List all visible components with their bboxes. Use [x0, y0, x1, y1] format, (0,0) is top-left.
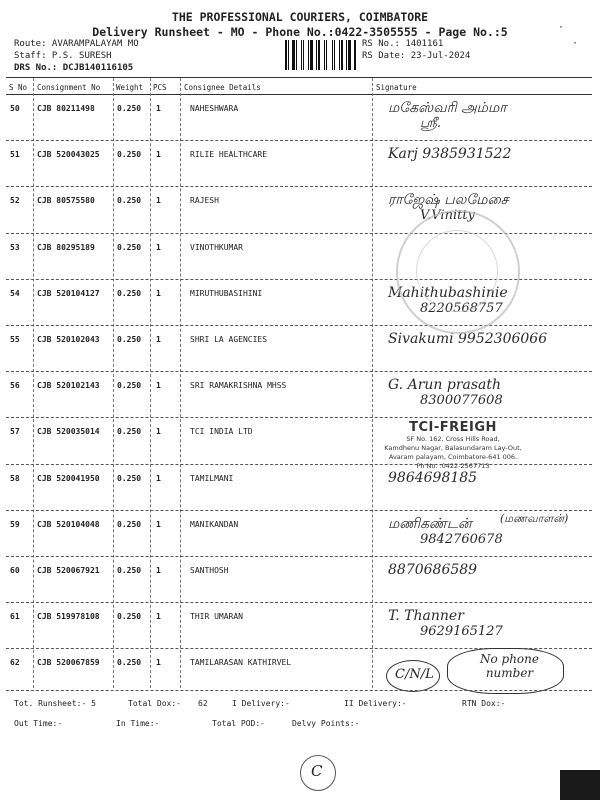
- row-consignment-no: CJB 520102143: [37, 381, 100, 391]
- tot-runsheet: Tot. Runsheet:- 5: [14, 699, 96, 708]
- barcode-bar: [296, 40, 297, 70]
- col-header-weight: Weight: [116, 83, 144, 92]
- row-consignment-no: CJB 520035014: [37, 427, 100, 437]
- row-signature-extra: 8300077608: [420, 393, 503, 409]
- row-sno: 58: [10, 473, 20, 483]
- rs-number: RS No.: 1401161: [362, 39, 444, 49]
- barcode-bar: [334, 40, 335, 70]
- row-consignee: RILIE HEALTHCARE: [190, 150, 268, 160]
- barcode-bar: [344, 40, 345, 70]
- barcode-bar: [321, 40, 323, 70]
- scan-shadow-corner: [560, 770, 600, 800]
- row-weight: 0.250: [117, 288, 142, 298]
- row-consignment-no: CJB 520104048: [37, 519, 100, 529]
- row-pcs: 1: [156, 473, 161, 483]
- row-separator: [6, 510, 592, 511]
- row-sno: 55: [10, 335, 20, 344]
- col-separator: [372, 78, 373, 688]
- cnl-text: C/N/L: [395, 667, 434, 682]
- row-separator: [6, 186, 592, 187]
- row-pcs: 1: [156, 381, 161, 391]
- row-consignment-no: CJB 520043025: [37, 150, 100, 160]
- barcode-bar: [292, 40, 295, 70]
- table-top-rule: [6, 77, 592, 78]
- row-signature: 9864698185: [388, 469, 478, 486]
- staff-label: Staff: P.S. SURESH: [14, 51, 112, 61]
- row-consignee: SRI RAMAKRISHNA MHSS: [190, 381, 287, 391]
- row-weight: 0.250: [117, 335, 142, 344]
- row-signature: Sivakumi 9952306066: [388, 331, 548, 347]
- i-delivery: I Delivery:-: [232, 699, 290, 708]
- barcode-bar: [288, 40, 289, 70]
- barcode-bar: [285, 40, 287, 70]
- total-dox-value: 62: [198, 699, 208, 708]
- row-weight: 0.250: [117, 612, 142, 622]
- row-consignee: THIR UMARAN: [190, 612, 243, 622]
- row-consignee: TAMILARASAN KATHIRVEL: [190, 658, 292, 668]
- row-weight: 0.250: [117, 427, 142, 437]
- row-signature: 8870686589: [388, 562, 478, 578]
- row-consignee: NAHESHWARA: [190, 104, 239, 113]
- row-consignment-no: CJB 520104127: [37, 288, 100, 298]
- row-consignment-no: CJB 519978108: [37, 612, 100, 622]
- col-header-sno: S No: [9, 83, 28, 92]
- row-consignment-no: CJB 80295189: [37, 242, 95, 252]
- row-consignee: VINOTHKUMAR: [190, 242, 243, 252]
- barcode-bar: [348, 40, 351, 70]
- barcode-bar: [314, 40, 315, 70]
- row-sno: 61: [10, 612, 20, 622]
- manikandan-note: (மணவாளன்): [500, 512, 569, 525]
- row-separator: [6, 602, 592, 603]
- row-pcs: 1: [156, 612, 161, 622]
- row-sno: 62: [10, 658, 20, 668]
- barcode-bar: [305, 40, 307, 70]
- row-weight: 0.250: [117, 242, 142, 252]
- row-pcs: 1: [156, 335, 161, 344]
- company-name: THE PROFESSIONAL COURIERS, COIMBATORE: [171, 10, 429, 24]
- row-signature: G. Arun prasath: [388, 377, 502, 394]
- row-sno: 59: [10, 519, 20, 529]
- row-consignee: SHRI LA AGENCIES: [190, 335, 268, 344]
- row-sno: 53: [10, 242, 20, 252]
- table-header-rule: [6, 94, 592, 95]
- row-sno: 52: [10, 196, 20, 206]
- row-consignee: TAMILMANI: [190, 473, 234, 483]
- row-signature: Mahithubashinie: [388, 284, 508, 301]
- rs-date: RS Date: 23-Jul-2024: [362, 51, 471, 61]
- row-separator: [6, 556, 592, 557]
- scan-speck: ·: [558, 22, 565, 33]
- tci-stamp-line: Kamdhenu Nagar, Balasundaram Lay-Out,: [384, 444, 522, 452]
- barcode-bar: [346, 40, 347, 70]
- row-separator: [6, 371, 592, 372]
- rtn-dox: RTN Dox:-: [462, 699, 506, 708]
- row-consignment-no: CJB 80211498: [37, 104, 95, 113]
- col-header-consignment: Consignment No: [37, 83, 101, 92]
- col-separator: [150, 78, 151, 688]
- runsheet-title: Delivery Runsheet - MO - Phone No.:0422-3505555 - Page No.:5: [92, 25, 508, 39]
- no-phone-text: No phone number: [479, 652, 539, 680]
- tci-stamp-line: Avaram palayam, Coimbatore-641 006.: [388, 453, 518, 461]
- row-weight: 0.250: [117, 566, 142, 575]
- row-sno: 56: [10, 381, 20, 391]
- row-signature-extra: 9842760678: [420, 531, 503, 547]
- row-consignment-no: CJB 520041950: [37, 473, 100, 483]
- total-dox-label: Total Dox:-: [128, 699, 181, 708]
- out-time: Out Time:-: [14, 719, 63, 728]
- barcode-bar: [316, 40, 317, 70]
- barcode-bar: [352, 40, 353, 70]
- barcode-bar: [318, 40, 320, 70]
- barcode-bar: [301, 40, 302, 70]
- col-separator: [180, 78, 181, 688]
- tci-stamp-line: Ph No. :0422-2567713: [416, 462, 490, 470]
- drs-number: DRS No.: DCJB140116105: [14, 63, 134, 73]
- row-pcs: 1: [156, 566, 161, 575]
- row-weight: 0.250: [117, 104, 142, 113]
- row-weight: 0.250: [117, 658, 142, 668]
- col-header-pcs: PCS: [153, 83, 167, 92]
- barcode-bar: [324, 40, 325, 70]
- row-weight: 0.250: [117, 196, 142, 206]
- row-consignment-no: CJB 520067921: [37, 566, 100, 575]
- tci-stamp-line: SF No. 162, Cross Hills Road,: [406, 435, 500, 443]
- row-pcs: 1: [156, 150, 161, 160]
- row-weight: 0.250: [117, 519, 142, 529]
- row-weight: 0.250: [117, 150, 142, 160]
- row-consignee: MIRUTHUBASIHINI: [190, 288, 263, 298]
- row-pcs: 1: [156, 196, 161, 206]
- circled-mark: [300, 755, 336, 791]
- barcode-bar: [328, 40, 331, 70]
- delvy-points: Delvy Points:-: [292, 719, 360, 728]
- company-seal: [396, 210, 520, 334]
- ii-delivery: II Delivery:-: [344, 699, 407, 708]
- row-pcs: 1: [156, 104, 161, 113]
- row-pcs: 1: [156, 519, 161, 529]
- seal-inner-ring: [416, 230, 498, 312]
- cnl-annotation: [386, 660, 440, 692]
- tci-freight-stamp: [378, 420, 528, 471]
- row-consignment-no: CJB 520102043: [37, 335, 100, 344]
- barcode: [285, 40, 357, 70]
- row-pcs: 1: [156, 658, 161, 668]
- col-header-signature: Signature: [376, 83, 417, 92]
- route-label: Route: AVARAMPALAYAM MO: [14, 39, 139, 49]
- barcode-bar: [354, 40, 356, 70]
- in-time: In Time:-: [116, 719, 160, 728]
- row-signature: T. Thanner: [388, 608, 464, 625]
- row-pcs: 1: [156, 288, 161, 298]
- row-separator: [6, 325, 592, 326]
- barcode-bar: [298, 40, 300, 70]
- row-signature: ராஜேஷ் பலமேசை: [388, 192, 509, 209]
- barcode-bar: [341, 40, 343, 70]
- row-sno: 57: [10, 427, 20, 437]
- barcode-bar: [290, 40, 291, 70]
- barcode-bar: [326, 40, 327, 70]
- row-signature-extra: V.Vinitty: [420, 208, 475, 224]
- row-signature-extra: 8220568757: [420, 300, 503, 316]
- row-signature-extra: ஸ்ரீ.: [420, 116, 442, 131]
- row-signature: Karj 9385931522: [388, 146, 512, 163]
- row-sno: 50: [10, 104, 20, 113]
- barcode-bar: [308, 40, 309, 70]
- row-consignee: RAJESH: [190, 196, 219, 206]
- barcode-bar: [303, 40, 304, 70]
- row-consignee: MANIKANDAN: [190, 519, 239, 529]
- footer-top-rule: [6, 690, 592, 691]
- row-signature: மகேஸ்வரி அம்மா: [388, 100, 507, 116]
- circled-mark-text: C: [311, 762, 323, 780]
- barcode-bar: [332, 40, 333, 70]
- row-weight: 0.250: [117, 473, 142, 483]
- row-separator: [6, 417, 592, 418]
- row-pcs: 1: [156, 427, 161, 437]
- row-consignee: TCI INDIA LTD: [190, 427, 253, 437]
- row-consignee: SANTHOSH: [190, 566, 229, 575]
- row-signature-extra: 9629165127: [420, 624, 503, 640]
- col-separator: [113, 78, 114, 688]
- row-separator: [6, 140, 592, 141]
- barcode-bar: [336, 40, 338, 70]
- total-pod: Total POD:-: [212, 719, 265, 728]
- row-sno: 51: [10, 150, 20, 160]
- row-signature: மணிகண்டன்: [388, 515, 472, 532]
- row-consignment-no: CJB 80575580: [37, 196, 95, 206]
- barcode-bar: [339, 40, 340, 70]
- row-sno: 60: [10, 566, 20, 575]
- row-pcs: 1: [156, 242, 161, 252]
- tci-stamp-name: TCI-FREIGH: [409, 420, 497, 435]
- row-sno: 54: [10, 288, 20, 298]
- col-separator: [33, 78, 34, 688]
- row-consignment-no: CJB 520067859: [37, 658, 100, 668]
- scan-speck: ·: [572, 38, 579, 49]
- col-header-consignee: Consignee Details: [184, 83, 261, 92]
- row-weight: 0.250: [117, 381, 142, 391]
- barcode-bar: [310, 40, 313, 70]
